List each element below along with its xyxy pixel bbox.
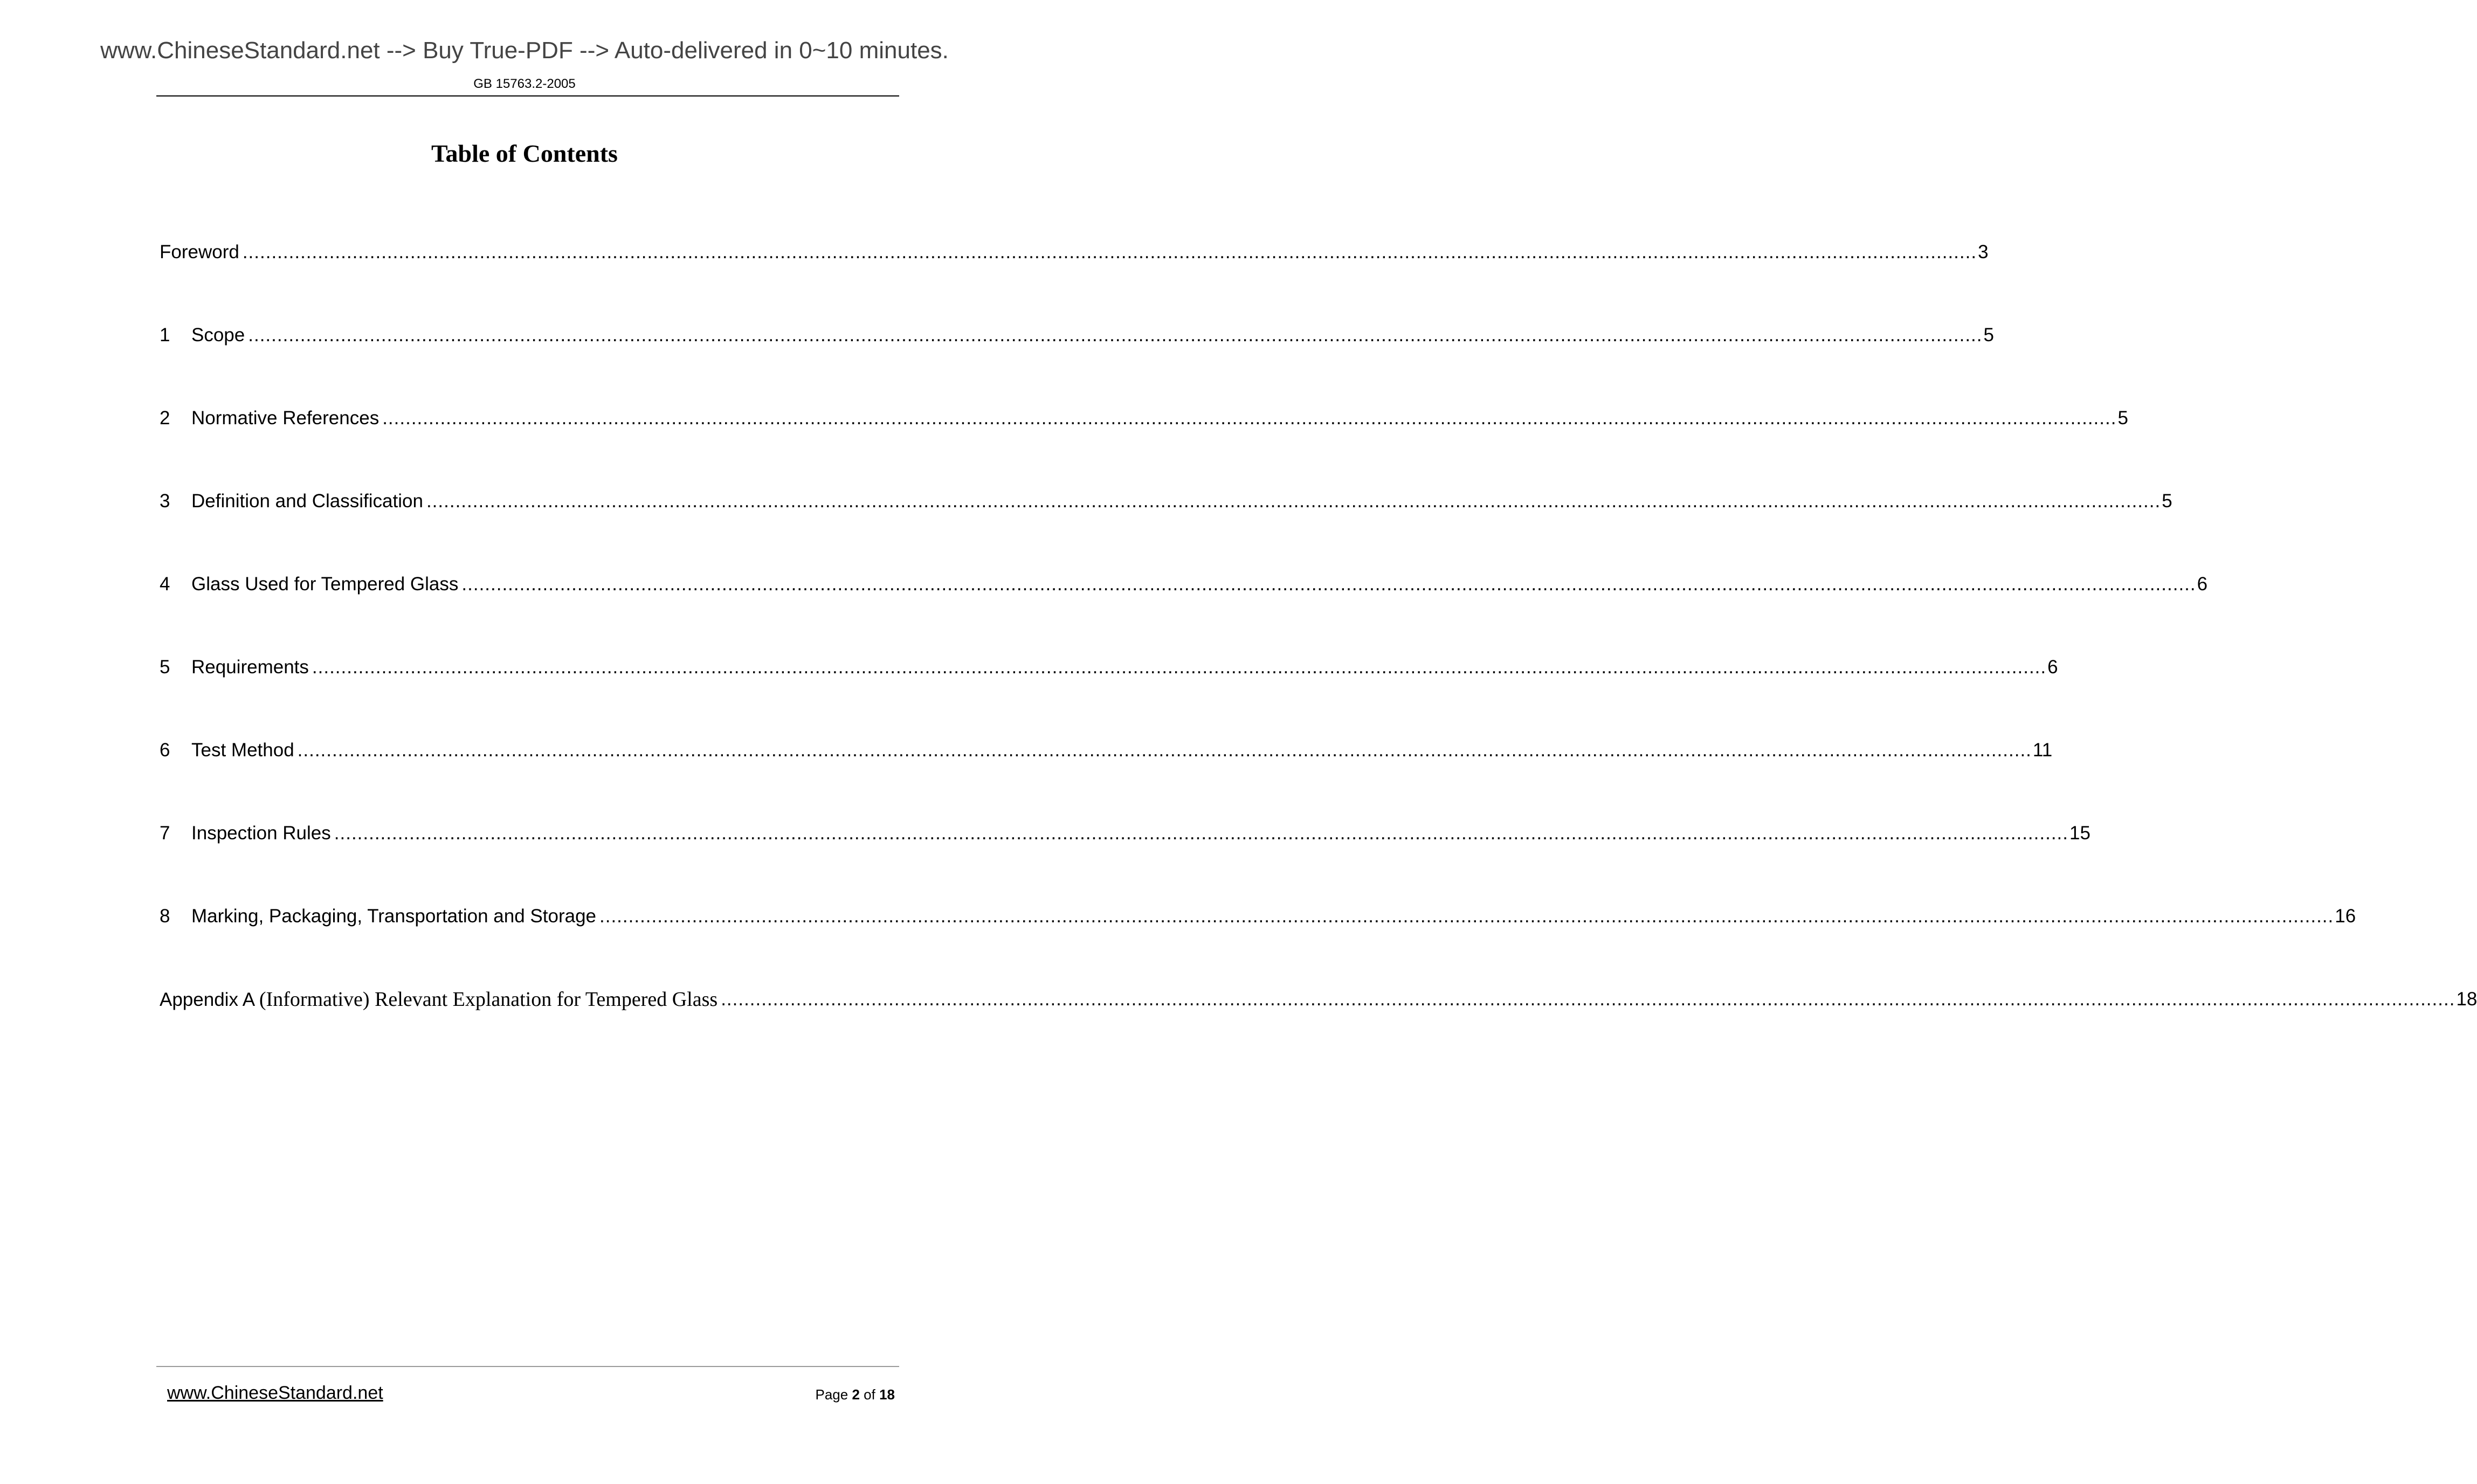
toc-leader-dots: ............................................................................................................................................................................................................................................................................................................	[242, 241, 1977, 263]
page-current: 2	[852, 1386, 860, 1403]
toc-entry-marking-packaging[interactable]	[160, 901, 2356, 984]
toc-entry-number: 6	[160, 740, 170, 761]
toc-entry-number: 5	[160, 657, 170, 678]
page-of: of	[864, 1386, 875, 1403]
toc-entry-normative-references[interactable]	[160, 403, 2128, 486]
table-of-contents	[160, 237, 2477, 1067]
toc-entry-label: Requirements	[191, 657, 309, 678]
toc-leader-dots: ............................................................................................................................................................................................................................................................................................................	[721, 989, 2455, 1010]
page-number	[815, 1386, 895, 1403]
toc-entry-glass-used[interactable]	[160, 569, 2208, 652]
toc-entry-number: 8	[160, 906, 170, 927]
toc-entry-page: 5	[2162, 491, 2172, 512]
toc-entry-number: 7	[160, 823, 170, 844]
page-prefix: Page	[815, 1386, 848, 1403]
toc-entry-number: 1	[160, 325, 170, 346]
document-id: GB 15763.2-2005	[473, 77, 576, 91]
toc-entry-page: 11	[2032, 740, 2053, 761]
toc-entry-page: 18	[2456, 989, 2477, 1010]
toc-leader-dots: ............................................................................................................................................................................................................................................................................................................	[334, 823, 2069, 844]
toc-leader-dots: ............................................................................................................................................................................................................................................................................................................	[248, 325, 1983, 346]
toc-entry-label: Glass Used for Tempered Glass	[191, 574, 459, 595]
footer-website-link[interactable]: www.ChineseStandard.net	[167, 1383, 383, 1403]
toc-entry-requirements[interactable]	[160, 652, 2058, 735]
toc-entry-test-method[interactable]	[160, 735, 2053, 818]
toc-entry-scope[interactable]	[160, 320, 1994, 403]
toc-leader-dots: ............................................................................................................................................................................................................................................................................................................	[382, 408, 2117, 429]
toc-entry-label: Foreword	[160, 241, 239, 263]
toc-leader-dots: ............................................................................................................................................................................................................................................................................................................	[426, 491, 2161, 512]
toc-entry-inspection-rules[interactable]	[160, 818, 2090, 901]
toc-entry-label: Definition and Classification	[191, 491, 423, 512]
header-divider	[156, 95, 899, 96]
toc-entry-foreword[interactable]	[160, 237, 1989, 320]
toc-entry-label: Marking, Packaging, Transportation and Storage	[191, 906, 596, 927]
toc-entry-page: 15	[2069, 823, 2090, 844]
toc-leader-dots: ............................................................................................................................................................................................................................................................................................................	[312, 657, 2047, 678]
page-total: 18	[879, 1386, 895, 1403]
toc-entry-number: 3	[160, 491, 170, 512]
toc-entry-page: 16	[2335, 906, 2356, 927]
toc-leader-dots: ............................................................................................................................................................................................................................................................................................................	[599, 906, 2334, 927]
toc-entry-label	[160, 984, 721, 1015]
header-banner: www.ChineseStandard.net --> Buy True-PDF --> Auto-delivered in 0~10 minutes.	[100, 37, 949, 64]
toc-entry-page: 5	[1983, 325, 1994, 346]
toc-appendix-title: (Informative) Relevant Explanation for Tempered Glass	[259, 988, 718, 1011]
toc-entry-label: Scope	[191, 325, 245, 346]
toc-entry-label: Inspection Rules	[191, 823, 331, 844]
footer-divider	[156, 1366, 899, 1367]
toc-entry-page: 6	[2197, 574, 2208, 595]
toc-entry-page: 6	[2047, 657, 2058, 678]
toc-entry-definition-classification[interactable]	[160, 486, 2172, 569]
toc-entry-appendix-a[interactable]	[160, 984, 2477, 1067]
toc-entry-number: 2	[160, 408, 170, 429]
toc-leader-dots: ............................................................................................................................................................................................................................................................................................................	[297, 740, 2032, 761]
toc-entry-page: 3	[1978, 241, 1989, 263]
toc-entry-page: 5	[2117, 408, 2128, 429]
toc-appendix-prefix: Appendix A	[160, 989, 254, 1010]
page-title: Table of Contents	[431, 140, 618, 167]
toc-entry-number: 4	[160, 574, 170, 595]
toc-leader-dots: ............................................................................................................................................................................................................................................................................................................	[461, 574, 2196, 595]
toc-entry-label: Normative References	[191, 408, 380, 429]
toc-entry-label: Test Method	[191, 740, 294, 761]
